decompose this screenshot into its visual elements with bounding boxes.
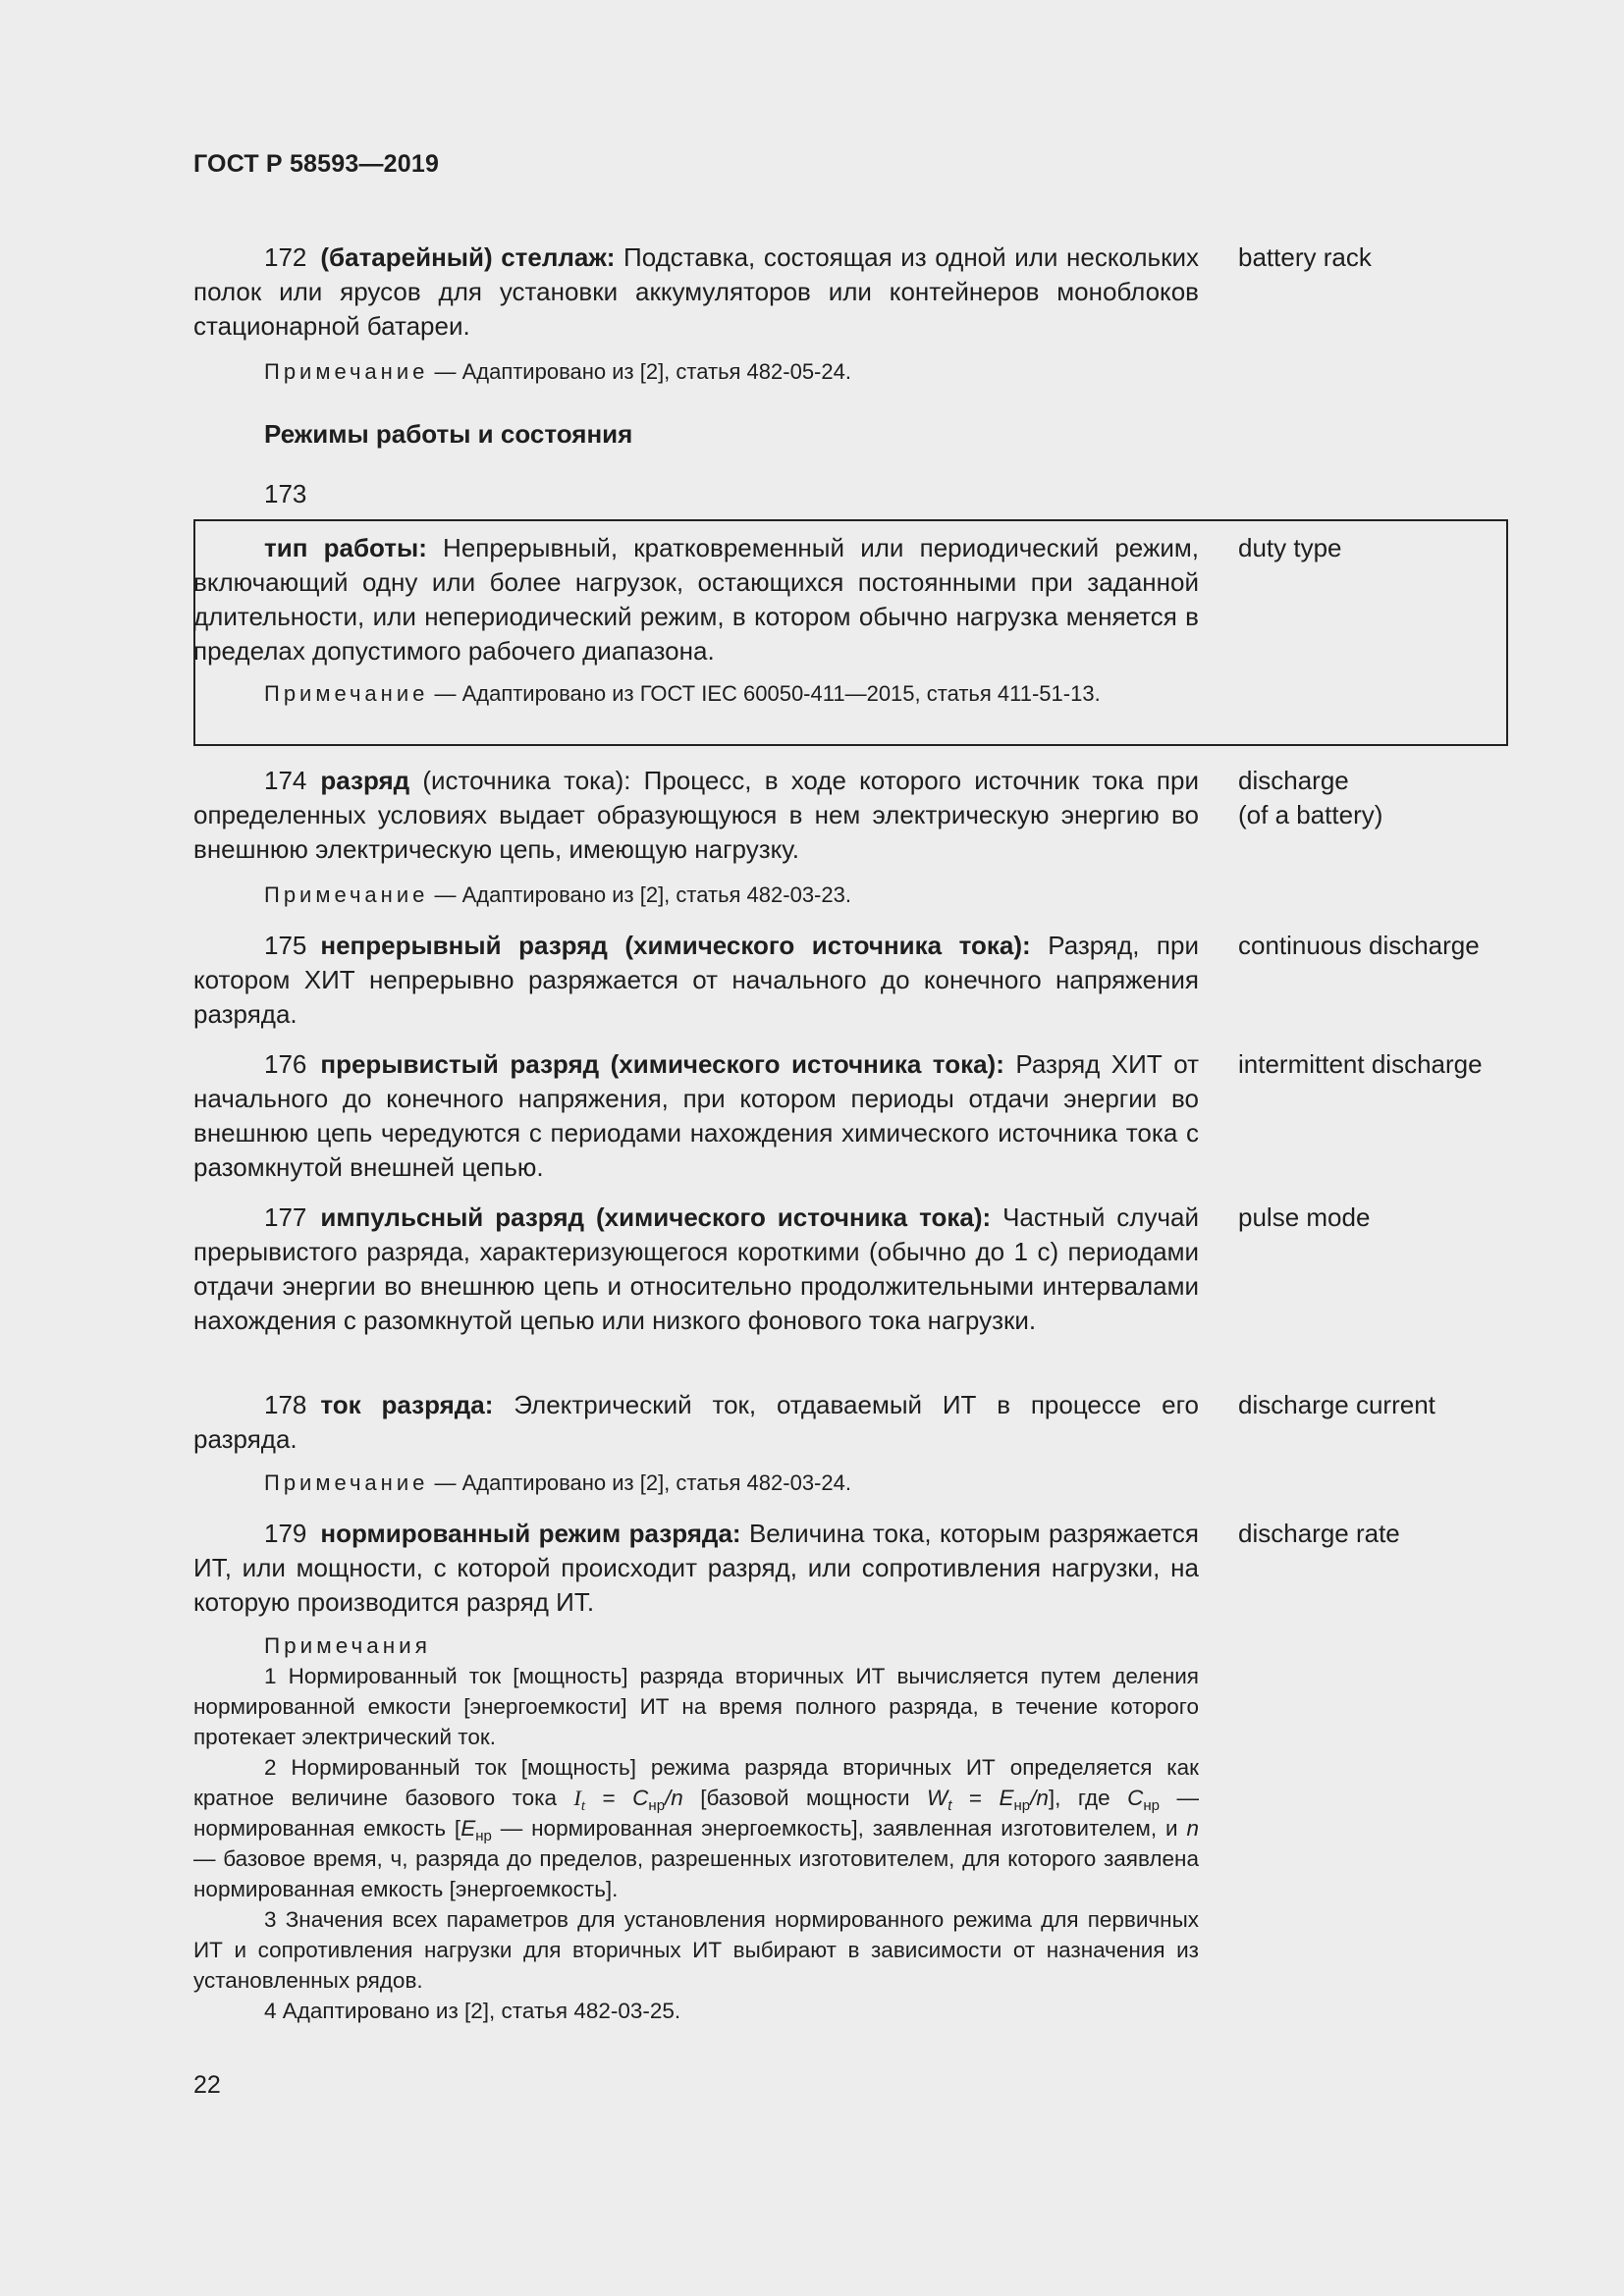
entry-179-notes	[193, 1630, 1199, 2026]
entry-175-english: continuous discharge	[1238, 931, 1480, 960]
entry-term: тип работы:	[264, 533, 427, 562]
entry-term: непрерывный разряд (химического источника тока):	[320, 931, 1031, 960]
entry-text: Частный случай прерывистого разряда, характеризующегося короткими (обычно до 1 с) периодами отдачи энергии во внешнюю цепь и относительно продолжительными интервалами нахождения с разомкнутой цепью или низкого фонового тока нагрузки.	[193, 1202, 1199, 1335]
note-text: — Адаптировано из [2], статья 482-03-24.	[428, 1470, 851, 1495]
entry-number: 172	[264, 242, 307, 272]
note-label: Примечание	[264, 1470, 429, 1495]
var-e: E	[999, 1786, 1014, 1810]
note-2-text: — базовое время, ч, разряда до пределов, разрешенных изготовителем, для которого заявлена нормированная емкость [энергоемкость].	[193, 1846, 1199, 1901]
var-n: n	[1186, 1816, 1199, 1841]
var-c: C	[632, 1786, 649, 1810]
entry-term: нормированный режим разряда:	[320, 1519, 741, 1548]
sub-t: t	[947, 1797, 952, 1814]
sub-nr: нр	[1143, 1797, 1161, 1814]
entry-text: Величина тока, которым разряжается ИТ, или мощности, с которой происходит разряд, или сопротивления нагрузки, на которую производится разряд ИТ.	[193, 1519, 1199, 1617]
entry-term: (батарейный) стеллаж:	[320, 242, 616, 272]
entry-174-definition	[193, 764, 1199, 867]
entry-number: 179	[264, 1519, 307, 1548]
var-n: /n	[665, 1786, 683, 1810]
note-text: — Адаптировано из ГОСТ IEC 60050-411—2015, статья 411-51-13.	[428, 681, 1101, 706]
section-heading: Режимы работы и состояния	[264, 419, 633, 449]
entry-175-definition	[193, 929, 1199, 1032]
entry-text: Подставка, состоящая из одной или нескольких полок или ярусов для установки аккумуляторов или контейнеров моноблоков стационарной батареи.	[193, 242, 1200, 341]
note-4: 4 Адаптировано из [2], статья 482-03-25.	[264, 1999, 681, 2023]
entry-177-english: pulse mode	[1238, 1202, 1371, 1232]
sub-nr: нр	[1013, 1797, 1031, 1814]
note-label: Примечание	[264, 359, 429, 384]
entry-number: 176	[264, 1049, 307, 1079]
note-1: 1 Нормированный ток [мощность] разряда вторичных ИТ вычисляется путем деления нормированной емкости [энергоемкости] ИТ на время полного разряда, в течение которого протекает электрический ток.	[193, 1664, 1199, 1749]
note-text: — Адаптировано из [2], статья 482-05-24.	[428, 359, 851, 384]
entry-text: Электрический ток, отдаваемый ИТ в процессе его разряда.	[193, 1390, 1199, 1454]
note-3: 3 Значения всех параметров для установления нормированного режима для первичных ИТ и сопротивления нагрузки для вторичных ИТ выбирают в зависимости от назначения из установленных рядов.	[193, 1907, 1199, 1993]
sub-nr: нр	[475, 1828, 492, 1844]
entry-term: прерывистый разряд (химического источника тока):	[320, 1049, 1004, 1079]
entry-text: Разряд, при котором ХИТ непрерывно разряжается от начального до конечного напряжения разряда.	[193, 931, 1199, 1029]
sub-t: t	[580, 1798, 586, 1814]
var-i: I	[573, 1786, 581, 1810]
entry-178-note	[193, 1468, 1199, 1498]
entry-172-definition	[193, 240, 1199, 344]
entry-176-english: intermittent discharge	[1238, 1049, 1483, 1079]
entry-178-english: discharge current	[1238, 1390, 1435, 1419]
entry-number: 174	[264, 766, 307, 795]
entry-174-note	[193, 880, 1199, 910]
entry-term: разряд	[320, 766, 410, 795]
note-label: Примечание	[264, 882, 429, 907]
document-header: ГОСТ Р 58593—2019	[193, 150, 440, 178]
entry-term: импульсный разряд (химического источника тока):	[320, 1202, 992, 1232]
entry-172-note	[193, 356, 1199, 387]
entry-173-english: duty type	[1238, 533, 1342, 562]
entry-text: (источника тока): Процесс, в ходе которого источник тока при определенных условиях выдает образующуюся в нем электрическую энергию во внешнюю электрическую цепь, имеющую нагрузку.	[193, 766, 1199, 864]
entry-text: Непрерывный, кратковременный или периодический режим, включающий одну или более нагрузок, остающихся постоянными при заданной длительности, или непериодический режим, в котором обычно нагрузка меняется в пределах допустимого рабочего диапазона.	[193, 533, 1199, 666]
var-e: E	[460, 1816, 476, 1841]
entry-176-definition	[193, 1047, 1199, 1185]
note-2-text: 2 Нормированный ток [мощность] режима разряда вторичных ИТ определяется как кратное величине базового тока	[193, 1755, 1199, 1810]
english-line: discharge	[1238, 766, 1349, 795]
var-c: C	[1127, 1786, 1144, 1810]
equals: =	[951, 1786, 1000, 1810]
sub-nr: нр	[648, 1797, 666, 1814]
var-w: W	[926, 1786, 948, 1810]
note-2	[193, 1752, 1199, 1904]
var-n: /n	[1030, 1786, 1049, 1810]
note-label: Примечание	[264, 681, 429, 706]
note-2-text: — нормированная энергоемкость], заявленная изготовителем, и	[491, 1816, 1187, 1841]
note-2-text: ], где	[1048, 1786, 1128, 1810]
entry-term: ток разряда:	[320, 1390, 494, 1419]
entry-179-definition	[193, 1517, 1199, 1620]
entry-number: 178	[264, 1390, 307, 1419]
note-2-text: [базовой мощности	[682, 1786, 927, 1810]
entry-172-english: battery rack	[1238, 242, 1372, 272]
note-text: — Адаптировано из [2], статья 482-03-23.	[428, 882, 851, 907]
notes-title: Примечания	[264, 1633, 431, 1658]
entry-179-english: discharge rate	[1238, 1519, 1400, 1548]
entry-173-note	[193, 678, 1199, 709]
entry-178-definition	[193, 1388, 1199, 1457]
entry-177-definition	[193, 1201, 1199, 1338]
entry-number: 175	[264, 931, 307, 960]
entry-number: 177	[264, 1202, 307, 1232]
note-2-text: — нормированная емкость [	[193, 1786, 1199, 1841]
entry-text: Разряд ХИТ от начального до конечного напряжения, при котором периоды отдачи энергии во внешнюю цепь чередуются с периодами нахождения химического источника тока с разомкнутой внешней цепью.	[193, 1049, 1199, 1182]
english-line: (of a battery)	[1238, 800, 1383, 829]
equals: =	[585, 1786, 633, 1810]
entry-174-english	[1238, 764, 1611, 832]
page-number: 22	[193, 2071, 221, 2099]
entry-173-definition	[193, 531, 1199, 668]
entry-173-number: 173	[264, 479, 307, 508]
